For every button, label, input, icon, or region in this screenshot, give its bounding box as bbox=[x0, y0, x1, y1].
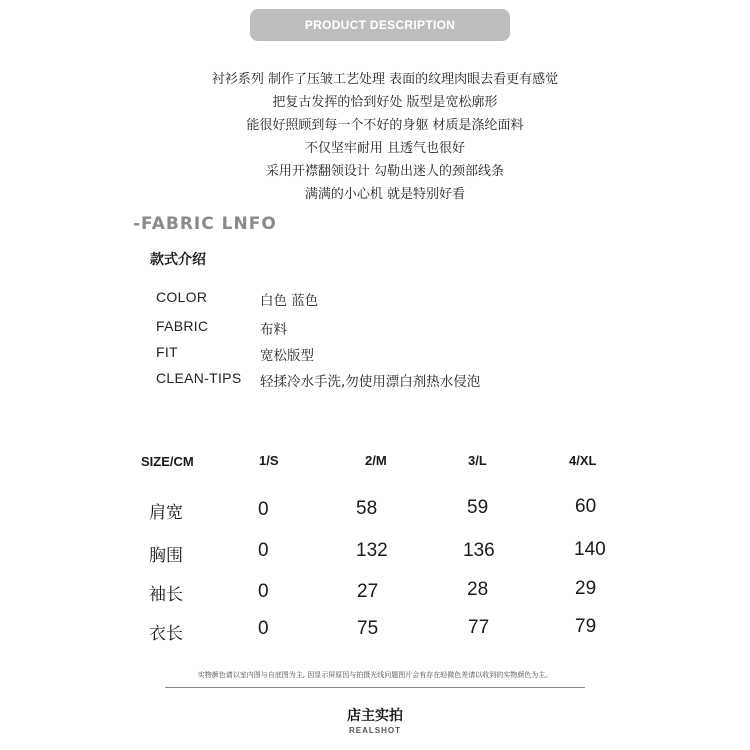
attribute-key: COLOR bbox=[156, 289, 208, 305]
real-shot-subtitle: REALSHOT bbox=[349, 726, 401, 735]
size-value: 77 bbox=[468, 617, 490, 638]
attribute-key: FABRIC bbox=[156, 318, 209, 334]
attribute-value: 白色 蓝色 bbox=[260, 293, 319, 309]
section-header-title: PRODUCT DESCRIPTION bbox=[304, 18, 456, 32]
description-line: 不仅坚牢耐用 且透气也很好 bbox=[304, 141, 466, 156]
size-column-header: 3/L bbox=[468, 453, 487, 468]
color-disclaimer-note: 实物颜色请以室内图与自底图为主, 因显示屏原因与拍摄光线问题图片会有存在轻微色差请以收到的实物颜色为主。 bbox=[197, 671, 553, 679]
size-value: 0 bbox=[258, 540, 269, 561]
size-table-corner: SIZE/CM bbox=[141, 454, 194, 469]
footer-divider bbox=[165, 687, 585, 688]
size-value: 60 bbox=[575, 496, 597, 517]
size-column-header: 2/M bbox=[365, 453, 387, 468]
attribute-key: CLEAN-TIPS bbox=[156, 370, 242, 386]
description-line: 衬衫系列 制作了压皱工艺处理 表面的纹理肉眼去看更有感觉 bbox=[211, 72, 559, 87]
size-column-header: 4/XL bbox=[569, 453, 597, 468]
size-column-header: 1/S bbox=[259, 453, 279, 468]
size-value: 27 bbox=[357, 581, 379, 602]
size-value: 0 bbox=[258, 618, 269, 639]
size-value: 58 bbox=[356, 498, 378, 519]
attribute-value: 宽松版型 bbox=[260, 348, 314, 364]
size-value: 136 bbox=[463, 540, 495, 561]
size-value: 132 bbox=[356, 540, 388, 561]
size-row-label: 胸围 bbox=[149, 546, 183, 566]
size-value: 79 bbox=[575, 616, 597, 637]
size-value: 28 bbox=[467, 579, 489, 600]
style-intro-heading: 款式介绍 bbox=[150, 252, 206, 268]
description-line: 采用开襟翻领设计 勾勒出迷人的颈部线条 bbox=[265, 164, 505, 179]
size-row-label: 袖长 bbox=[149, 585, 183, 605]
size-value: 0 bbox=[258, 581, 269, 602]
size-row-label: 肩宽 bbox=[149, 503, 183, 523]
real-shot-title: 店主实拍 bbox=[347, 708, 403, 724]
size-value: 75 bbox=[357, 618, 379, 639]
description-line: 能很好照顾到每一个不好的身躯 材质是涤纶面料 bbox=[246, 118, 524, 133]
description-line: 把复古发挥的恰到好处 版型是宽松廓形 bbox=[272, 95, 498, 110]
attribute-value: 轻揉冷水手洗,勿使用漂白剂热水侵泡 bbox=[260, 374, 481, 390]
section-header-pill bbox=[250, 9, 510, 41]
size-value: 140 bbox=[574, 539, 606, 560]
fabric-info-heading: -FABRIC LNFO bbox=[133, 214, 277, 234]
attribute-value: 布料 bbox=[260, 322, 287, 338]
size-row-label: 衣长 bbox=[149, 624, 183, 644]
description-line: 满满的小心机 就是特别好看 bbox=[304, 187, 466, 202]
size-value: 29 bbox=[575, 578, 597, 599]
size-value: 59 bbox=[467, 497, 489, 518]
attribute-key: FIT bbox=[156, 344, 178, 360]
size-value: 0 bbox=[258, 499, 269, 520]
product-description bbox=[120, 68, 650, 206]
